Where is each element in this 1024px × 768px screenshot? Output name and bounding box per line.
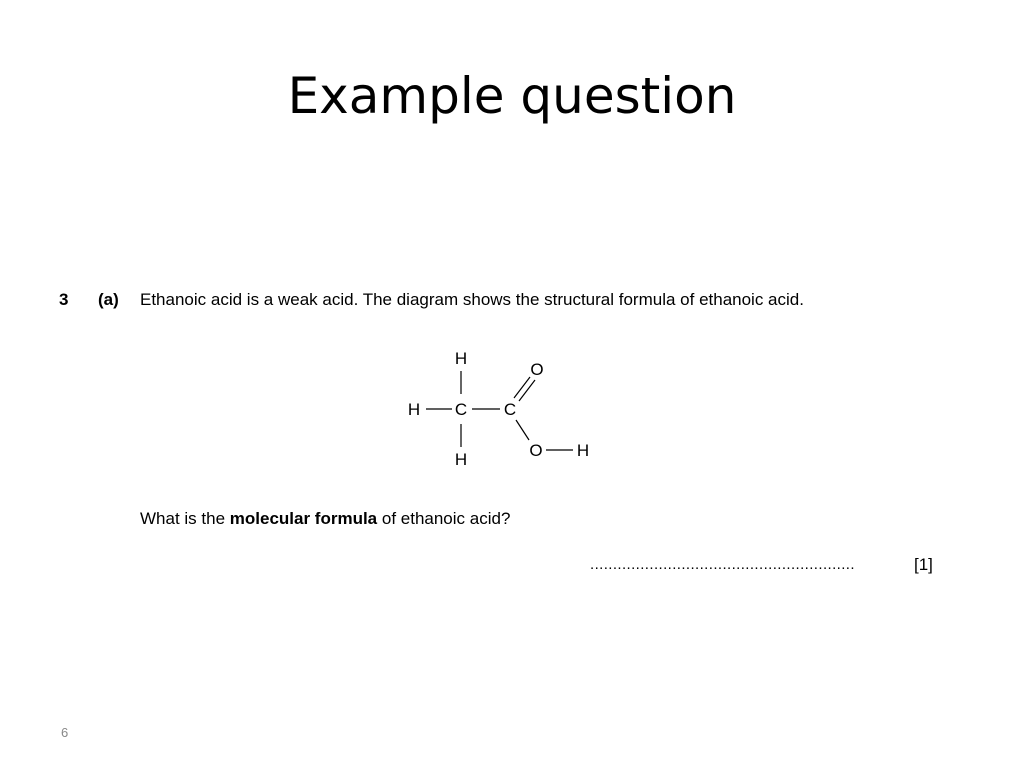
slide-title: Example question <box>287 67 737 125</box>
question-stem: Ethanoic acid is a weak acid. The diagram shows the structural formula of ethanoic acid. <box>140 290 804 309</box>
page-number: 6 <box>61 725 69 740</box>
bond-c2-o-double-a <box>514 377 530 398</box>
prompt-text-after: of ethanoic acid? <box>377 509 511 528</box>
atom-h-hydroxyl: H <box>576 441 590 460</box>
ethanoic-acid-structure <box>400 344 600 472</box>
atom-h-left: H <box>407 400 421 419</box>
prompt-text-bold: molecular formula <box>229 509 378 528</box>
atom-h-bottom: H <box>454 450 468 469</box>
bond-c2-o-double-b <box>519 380 535 401</box>
atom-o-double: O <box>530 360 544 379</box>
atom-o-single: O <box>529 441 543 460</box>
atom-c2: C <box>503 400 517 419</box>
prompt-text-before: What is the <box>140 509 230 528</box>
question-part: (a) <box>98 290 119 309</box>
answer-line: .......................................................... <box>590 556 855 573</box>
atom-h-top: H <box>454 349 468 368</box>
marks-label: [1] <box>914 555 933 574</box>
question-number: 3 <box>59 290 69 309</box>
atom-c1: C <box>454 400 468 419</box>
bond-c2-o-single <box>516 420 529 440</box>
question-prompt <box>140 509 510 529</box>
